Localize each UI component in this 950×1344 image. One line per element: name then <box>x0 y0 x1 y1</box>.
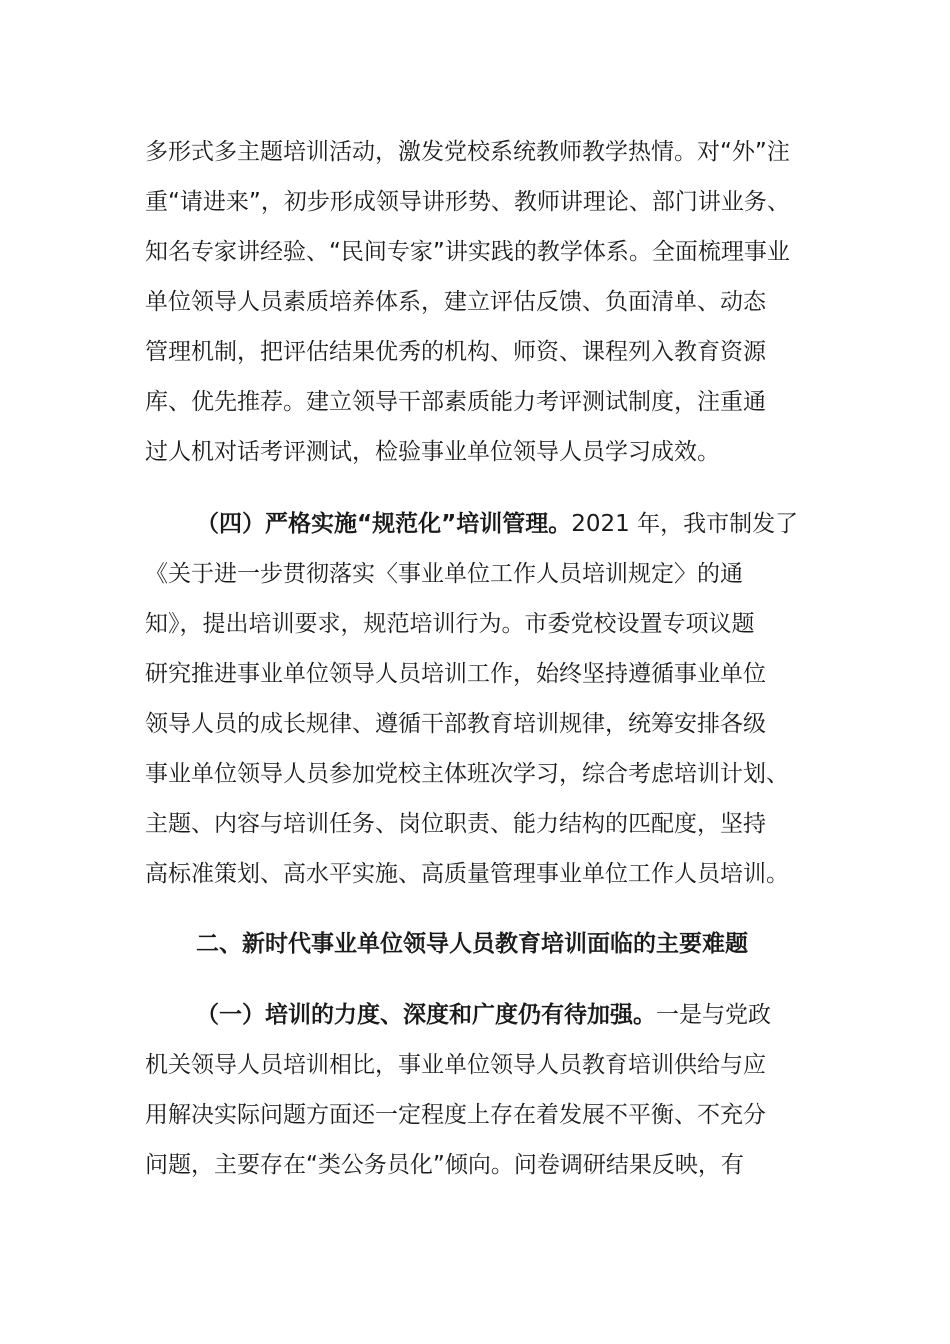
text-line: 《关于进一步贯彻落实〈事业单位工作人员培训规定〉的通 <box>145 561 743 587</box>
text-line: 库、优先推荐。建立领导干部素质能力考评测试制度，注重通 <box>145 389 766 415</box>
text-line: 主题、内容与培训任务、岗位职责、能力结构的匹配度，坚持 <box>145 811 766 837</box>
text-line: 多形式多主题培训活动，激发党校系统教师教学热情。对“外”注 <box>145 139 790 165</box>
text-line: 用解决实际问题方面还一定程度上存在着发展不平衡、不充分 <box>145 1102 766 1128</box>
text-line: 知名专家讲经验、“民间专家”讲实践的教学体系。全面梳理事业 <box>145 239 790 265</box>
text-line: 单位领导人员素质培养体系，建立评估反馈、负面清单、动态 <box>145 289 766 315</box>
text-line: 管理机制，把评估结果优秀的机构、师资、课程列入教育资源 <box>145 339 766 365</box>
text-run: 2021 年，我市制发了 <box>571 511 799 537</box>
section-subheading: （一）培训的力度、深度和广度仍有待加强。 <box>196 1002 656 1028</box>
paragraph-first-line <box>196 1000 771 1030</box>
text-line: 知》，提出培训要求，规范培训行为。市委党校设置专项议题 <box>145 611 755 637</box>
text-line: 高标准策划、高水平实施、高质量管理事业单位工作人员培训。 <box>145 861 789 887</box>
text-line: 重“请进来”，初步形成领导讲形势、教师讲理论、部门讲业务、 <box>145 189 790 215</box>
section-subheading: （四）严格实施“规范化”培训管理。 <box>196 511 572 537</box>
text-line: 问题，主要存在“类公务员化”倾向。问卷调研结果反映，有 <box>145 1152 744 1178</box>
paragraph-first-line <box>196 509 798 539</box>
text-run: 一是与党政 <box>656 1002 771 1028</box>
text-line: 领导人员的成长规律、遵循干部教育培训规律，统筹安排各级 <box>145 711 766 737</box>
text-line: 研究推进事业单位领导人员培训工作，始终坚持遵循事业单位 <box>145 661 766 687</box>
text-line: 过人机对话考评测试，检验事业单位领导人员学习成效。 <box>145 439 720 465</box>
section-heading: 二、新时代事业单位领导人员教育培训面临的主要难题 <box>196 931 748 957</box>
text-line: 机关领导人员培训相比，事业单位领导人员教育培训供给与应 <box>145 1052 766 1078</box>
text-line: 事业单位领导人员参加党校主体班次学习，综合考虑培训计划、 <box>145 761 789 787</box>
